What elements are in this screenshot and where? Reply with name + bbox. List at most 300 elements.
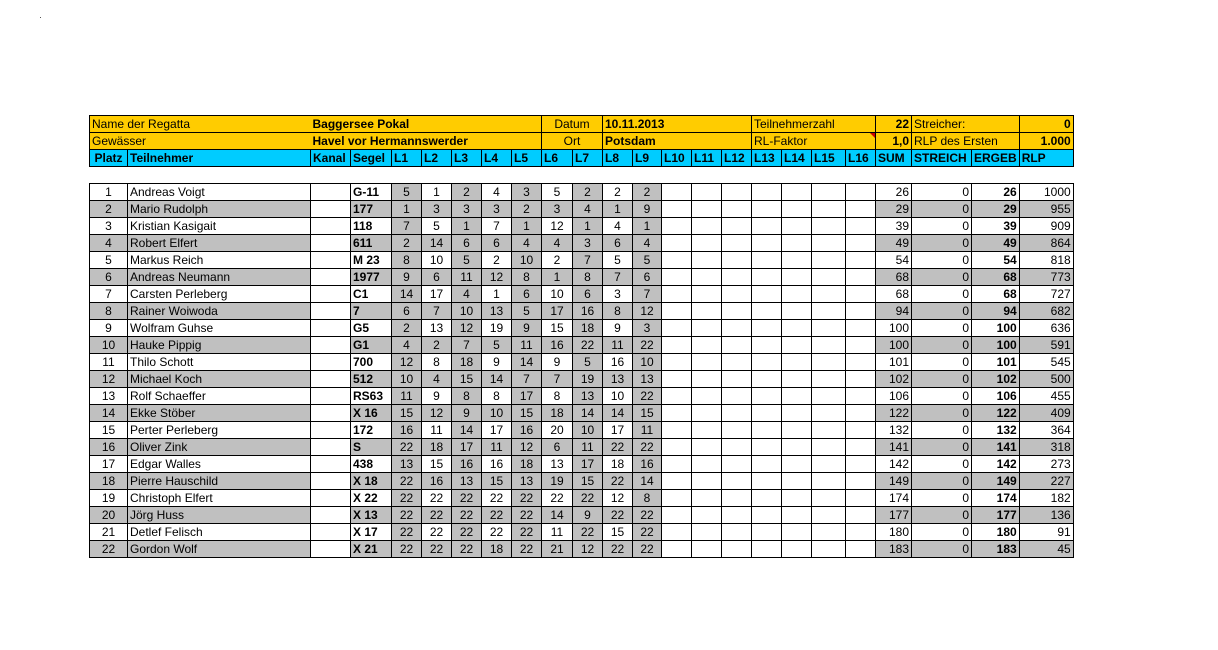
platz-cell[interactable]: 22 bbox=[90, 541, 128, 558]
race-l7-cell[interactable]: 22 bbox=[573, 524, 603, 541]
platz-cell[interactable]: 20 bbox=[90, 507, 128, 524]
race-l16-cell[interactable] bbox=[846, 541, 876, 558]
race-l9-cell[interactable]: 9 bbox=[633, 201, 662, 218]
column-header-l2[interactable]: L2 bbox=[422, 150, 452, 167]
race-l12-cell[interactable] bbox=[722, 320, 752, 337]
race-l1-cell[interactable]: 2 bbox=[392, 320, 422, 337]
race-l8-cell[interactable]: 7 bbox=[603, 269, 633, 286]
streich-cell[interactable]: 0 bbox=[912, 507, 972, 524]
race-l2-cell[interactable]: 12 bbox=[422, 405, 452, 422]
race-l11-cell[interactable] bbox=[692, 371, 722, 388]
race-l15-cell[interactable] bbox=[812, 541, 846, 558]
rlp-cell[interactable]: 455 bbox=[1019, 388, 1073, 405]
race-l3-cell[interactable]: 16 bbox=[452, 456, 482, 473]
race-l1-cell[interactable]: 14 bbox=[392, 286, 422, 303]
streicher-label[interactable]: Streicher: bbox=[912, 116, 1020, 133]
race-l10-cell[interactable] bbox=[662, 269, 692, 286]
race-l7-cell[interactable]: 2 bbox=[573, 184, 603, 201]
teilnehmer-cell[interactable]: Rolf Schaeffer bbox=[128, 388, 311, 405]
race-l16-cell[interactable] bbox=[846, 524, 876, 541]
race-l2-cell[interactable]: 8 bbox=[422, 354, 452, 371]
race-l14-cell[interactable] bbox=[782, 422, 812, 439]
column-header-l10[interactable]: L10 bbox=[662, 150, 692, 167]
race-l14-cell[interactable] bbox=[782, 473, 812, 490]
race-l14-cell[interactable] bbox=[782, 218, 812, 235]
race-l7-cell[interactable]: 11 bbox=[573, 439, 603, 456]
race-l1-cell[interactable]: 12 bbox=[392, 354, 422, 371]
race-l14-cell[interactable] bbox=[782, 269, 812, 286]
race-l11-cell[interactable] bbox=[692, 524, 722, 541]
race-l1-cell[interactable]: 7 bbox=[392, 218, 422, 235]
race-l1-cell[interactable]: 15 bbox=[392, 405, 422, 422]
platz-cell[interactable]: 19 bbox=[90, 490, 128, 507]
race-l10-cell[interactable] bbox=[662, 439, 692, 456]
teilnehmerzahl-label[interactable]: Teilnehmerzahl bbox=[752, 116, 876, 133]
ergeb-cell[interactable]: 29 bbox=[972, 201, 1020, 218]
race-l16-cell[interactable] bbox=[846, 490, 876, 507]
platz-cell[interactable]: 10 bbox=[90, 337, 128, 354]
race-l8-cell[interactable]: 16 bbox=[603, 354, 633, 371]
race-l12-cell[interactable] bbox=[722, 286, 752, 303]
ergeb-cell[interactable]: 106 bbox=[972, 388, 1020, 405]
race-l4-cell[interactable]: 10 bbox=[482, 405, 512, 422]
race-l12-cell[interactable] bbox=[722, 473, 752, 490]
race-l9-cell[interactable]: 1 bbox=[633, 218, 662, 235]
datum-label[interactable]: Datum bbox=[542, 116, 603, 133]
teilnehmer-cell[interactable]: Pierre Hauschild bbox=[128, 473, 311, 490]
rlp-cell[interactable]: 227 bbox=[1019, 473, 1073, 490]
race-l12-cell[interactable] bbox=[722, 422, 752, 439]
race-l5-cell[interactable]: 5 bbox=[512, 303, 542, 320]
platz-cell[interactable]: 1 bbox=[90, 184, 128, 201]
race-l3-cell[interactable]: 4 bbox=[452, 286, 482, 303]
race-l1-cell[interactable]: 11 bbox=[392, 388, 422, 405]
teilnehmer-cell[interactable]: Detlef Felisch bbox=[128, 524, 311, 541]
streich-cell[interactable]: 0 bbox=[912, 541, 972, 558]
race-l6-cell[interactable]: 4 bbox=[542, 235, 573, 252]
race-l13-cell[interactable] bbox=[752, 490, 782, 507]
column-header-l12[interactable]: L12 bbox=[722, 150, 752, 167]
race-l7-cell[interactable]: 13 bbox=[573, 388, 603, 405]
race-l12-cell[interactable] bbox=[722, 524, 752, 541]
race-l3-cell[interactable]: 11 bbox=[452, 269, 482, 286]
race-l13-cell[interactable] bbox=[752, 388, 782, 405]
column-header-l16[interactable]: L16 bbox=[846, 150, 876, 167]
race-l3-cell[interactable]: 14 bbox=[452, 422, 482, 439]
kanal-cell[interactable] bbox=[311, 235, 351, 252]
race-l4-cell[interactable]: 3 bbox=[482, 201, 512, 218]
segel-cell[interactable]: 700 bbox=[351, 354, 392, 371]
sum-cell[interactable]: 142 bbox=[876, 456, 912, 473]
sum-cell[interactable]: 29 bbox=[876, 201, 912, 218]
race-l4-cell[interactable]: 22 bbox=[482, 507, 512, 524]
column-header-rlp[interactable]: RLP bbox=[1019, 150, 1073, 167]
race-l9-cell[interactable]: 16 bbox=[633, 456, 662, 473]
kanal-cell[interactable] bbox=[311, 337, 351, 354]
kanal-cell[interactable] bbox=[311, 218, 351, 235]
race-l6-cell[interactable]: 13 bbox=[542, 456, 573, 473]
race-l8-cell[interactable]: 9 bbox=[603, 320, 633, 337]
segel-cell[interactable]: 118 bbox=[351, 218, 392, 235]
race-l5-cell[interactable]: 22 bbox=[512, 541, 542, 558]
race-l15-cell[interactable] bbox=[812, 201, 846, 218]
race-l16-cell[interactable] bbox=[846, 337, 876, 354]
kanal-cell[interactable] bbox=[311, 371, 351, 388]
race-l5-cell[interactable]: 22 bbox=[512, 490, 542, 507]
race-l5-cell[interactable]: 6 bbox=[512, 286, 542, 303]
race-l16-cell[interactable] bbox=[846, 388, 876, 405]
segel-cell[interactable]: 438 bbox=[351, 456, 392, 473]
ergeb-cell[interactable]: 177 bbox=[972, 507, 1020, 524]
sum-cell[interactable]: 94 bbox=[876, 303, 912, 320]
streich-cell[interactable]: 0 bbox=[912, 201, 972, 218]
ergeb-cell[interactable]: 26 bbox=[972, 184, 1020, 201]
race-l7-cell[interactable]: 12 bbox=[573, 541, 603, 558]
race-l16-cell[interactable] bbox=[846, 354, 876, 371]
race-l11-cell[interactable] bbox=[692, 354, 722, 371]
race-l16-cell[interactable] bbox=[846, 269, 876, 286]
kanal-cell[interactable] bbox=[311, 541, 351, 558]
kanal-cell[interactable] bbox=[311, 269, 351, 286]
race-l15-cell[interactable] bbox=[812, 303, 846, 320]
race-l3-cell[interactable]: 18 bbox=[452, 354, 482, 371]
race-l4-cell[interactable]: 19 bbox=[482, 320, 512, 337]
race-l12-cell[interactable] bbox=[722, 337, 752, 354]
race-l11-cell[interactable] bbox=[692, 269, 722, 286]
teilnehmer-cell[interactable]: Oliver Zink bbox=[128, 439, 311, 456]
race-l6-cell[interactable]: 20 bbox=[542, 422, 573, 439]
kanal-cell[interactable] bbox=[311, 320, 351, 337]
sum-cell[interactable]: 174 bbox=[876, 490, 912, 507]
race-l6-cell[interactable]: 11 bbox=[542, 524, 573, 541]
race-l14-cell[interactable] bbox=[782, 184, 812, 201]
race-l7-cell[interactable]: 5 bbox=[573, 354, 603, 371]
rlp-cell[interactable]: 318 bbox=[1019, 439, 1073, 456]
race-l15-cell[interactable] bbox=[812, 269, 846, 286]
race-l5-cell[interactable]: 4 bbox=[512, 235, 542, 252]
sum-cell[interactable]: 39 bbox=[876, 218, 912, 235]
streich-cell[interactable]: 0 bbox=[912, 252, 972, 269]
race-l13-cell[interactable] bbox=[752, 286, 782, 303]
race-l9-cell[interactable]: 22 bbox=[633, 541, 662, 558]
race-l12-cell[interactable] bbox=[722, 439, 752, 456]
sum-cell[interactable]: 106 bbox=[876, 388, 912, 405]
race-l3-cell[interactable]: 5 bbox=[452, 252, 482, 269]
race-l1-cell[interactable]: 2 bbox=[392, 235, 422, 252]
ergeb-cell[interactable]: 141 bbox=[972, 439, 1020, 456]
race-l15-cell[interactable] bbox=[812, 507, 846, 524]
teilnehmer-cell[interactable]: Rainer Woiwoda bbox=[128, 303, 311, 320]
platz-cell[interactable]: 17 bbox=[90, 456, 128, 473]
race-l4-cell[interactable]: 6 bbox=[482, 235, 512, 252]
race-l9-cell[interactable]: 11 bbox=[633, 422, 662, 439]
race-l5-cell[interactable]: 10 bbox=[512, 252, 542, 269]
race-l12-cell[interactable] bbox=[722, 269, 752, 286]
kanal-cell[interactable] bbox=[311, 456, 351, 473]
teilnehmer-cell[interactable]: Kristian Kasigait bbox=[128, 218, 311, 235]
race-l6-cell[interactable]: 6 bbox=[542, 439, 573, 456]
rlp-cell[interactable]: 136 bbox=[1019, 507, 1073, 524]
race-l12-cell[interactable] bbox=[722, 303, 752, 320]
ergeb-cell[interactable]: 68 bbox=[972, 286, 1020, 303]
platz-cell[interactable]: 21 bbox=[90, 524, 128, 541]
race-l5-cell[interactable]: 8 bbox=[512, 269, 542, 286]
platz-cell[interactable]: 7 bbox=[90, 286, 128, 303]
race-l4-cell[interactable]: 16 bbox=[482, 456, 512, 473]
teilnehmer-cell[interactable]: Perter Perleberg bbox=[128, 422, 311, 439]
race-l2-cell[interactable]: 14 bbox=[422, 235, 452, 252]
column-header-kanal[interactable]: Kanal bbox=[311, 150, 351, 167]
race-l8-cell[interactable]: 11 bbox=[603, 337, 633, 354]
sum-cell[interactable]: 132 bbox=[876, 422, 912, 439]
race-l16-cell[interactable] bbox=[846, 439, 876, 456]
platz-cell[interactable]: 3 bbox=[90, 218, 128, 235]
ergeb-cell[interactable]: 149 bbox=[972, 473, 1020, 490]
race-l11-cell[interactable] bbox=[692, 422, 722, 439]
race-l15-cell[interactable] bbox=[812, 439, 846, 456]
column-header-l8[interactable]: L8 bbox=[603, 150, 633, 167]
race-l13-cell[interactable] bbox=[752, 405, 782, 422]
race-l15-cell[interactable] bbox=[812, 184, 846, 201]
race-l9-cell[interactable]: 4 bbox=[633, 235, 662, 252]
race-l6-cell[interactable]: 19 bbox=[542, 473, 573, 490]
race-l7-cell[interactable]: 14 bbox=[573, 405, 603, 422]
race-l10-cell[interactable] bbox=[662, 337, 692, 354]
race-l6-cell[interactable]: 14 bbox=[542, 507, 573, 524]
race-l3-cell[interactable]: 17 bbox=[452, 439, 482, 456]
race-l6-cell[interactable]: 12 bbox=[542, 218, 573, 235]
race-l9-cell[interactable]: 2 bbox=[633, 184, 662, 201]
race-l14-cell[interactable] bbox=[782, 490, 812, 507]
race-l5-cell[interactable]: 2 bbox=[512, 201, 542, 218]
race-l2-cell[interactable]: 22 bbox=[422, 524, 452, 541]
race-l3-cell[interactable]: 22 bbox=[452, 541, 482, 558]
sum-cell[interactable]: 149 bbox=[876, 473, 912, 490]
race-l14-cell[interactable] bbox=[782, 337, 812, 354]
platz-cell[interactable]: 9 bbox=[90, 320, 128, 337]
race-l14-cell[interactable] bbox=[782, 507, 812, 524]
segel-cell[interactable]: G-11 bbox=[351, 184, 392, 201]
race-l14-cell[interactable] bbox=[782, 235, 812, 252]
race-l11-cell[interactable] bbox=[692, 303, 722, 320]
race-l2-cell[interactable]: 15 bbox=[422, 456, 452, 473]
sum-cell[interactable]: 100 bbox=[876, 337, 912, 354]
race-l3-cell[interactable]: 6 bbox=[452, 235, 482, 252]
race-l11-cell[interactable] bbox=[692, 541, 722, 558]
race-l11-cell[interactable] bbox=[692, 439, 722, 456]
race-l16-cell[interactable] bbox=[846, 184, 876, 201]
race-l2-cell[interactable]: 22 bbox=[422, 490, 452, 507]
race-l11-cell[interactable] bbox=[692, 235, 722, 252]
race-l5-cell[interactable]: 22 bbox=[512, 507, 542, 524]
rlp-ersten-label[interactable]: RLP des Ersten bbox=[912, 133, 1020, 150]
race-l14-cell[interactable] bbox=[782, 388, 812, 405]
rlp-cell[interactable]: 818 bbox=[1019, 252, 1073, 269]
race-l15-cell[interactable] bbox=[812, 337, 846, 354]
race-l10-cell[interactable] bbox=[662, 303, 692, 320]
segel-cell[interactable]: C1 bbox=[351, 286, 392, 303]
race-l15-cell[interactable] bbox=[812, 490, 846, 507]
rlp-cell[interactable]: 45 bbox=[1019, 541, 1073, 558]
race-l2-cell[interactable]: 1 bbox=[422, 184, 452, 201]
kanal-cell[interactable] bbox=[311, 439, 351, 456]
race-l8-cell[interactable]: 10 bbox=[603, 388, 633, 405]
race-l1-cell[interactable]: 9 bbox=[392, 269, 422, 286]
race-l15-cell[interactable] bbox=[812, 218, 846, 235]
race-l4-cell[interactable]: 12 bbox=[482, 269, 512, 286]
race-l6-cell[interactable]: 18 bbox=[542, 405, 573, 422]
race-l10-cell[interactable] bbox=[662, 422, 692, 439]
race-l9-cell[interactable]: 5 bbox=[633, 252, 662, 269]
race-l2-cell[interactable]: 3 bbox=[422, 201, 452, 218]
streich-cell[interactable]: 0 bbox=[912, 524, 972, 541]
race-l6-cell[interactable]: 17 bbox=[542, 303, 573, 320]
race-l12-cell[interactable] bbox=[722, 456, 752, 473]
column-header-segel[interactable]: Segel bbox=[351, 150, 392, 167]
race-l2-cell[interactable]: 11 bbox=[422, 422, 452, 439]
race-l13-cell[interactable] bbox=[752, 422, 782, 439]
ergeb-cell[interactable]: 174 bbox=[972, 490, 1020, 507]
sum-cell[interactable]: 68 bbox=[876, 269, 912, 286]
teilnehmer-cell[interactable]: Thilo Schott bbox=[128, 354, 311, 371]
race-l10-cell[interactable] bbox=[662, 524, 692, 541]
race-l9-cell[interactable]: 10 bbox=[633, 354, 662, 371]
race-l10-cell[interactable] bbox=[662, 354, 692, 371]
race-l4-cell[interactable]: 15 bbox=[482, 473, 512, 490]
race-l7-cell[interactable]: 1 bbox=[573, 218, 603, 235]
race-l15-cell[interactable] bbox=[812, 456, 846, 473]
race-l16-cell[interactable] bbox=[846, 507, 876, 524]
race-l8-cell[interactable]: 22 bbox=[603, 439, 633, 456]
rlp-cell[interactable]: 91 bbox=[1019, 524, 1073, 541]
column-header-l13[interactable]: L13 bbox=[752, 150, 782, 167]
race-l14-cell[interactable] bbox=[782, 541, 812, 558]
streich-cell[interactable]: 0 bbox=[912, 405, 972, 422]
race-l6-cell[interactable]: 9 bbox=[542, 354, 573, 371]
race-l7-cell[interactable]: 9 bbox=[573, 507, 603, 524]
rlp-cell[interactable]: 1000 bbox=[1019, 184, 1073, 201]
ergeb-cell[interactable]: 94 bbox=[972, 303, 1020, 320]
race-l9-cell[interactable]: 3 bbox=[633, 320, 662, 337]
sum-cell[interactable]: 100 bbox=[876, 320, 912, 337]
column-header-l15[interactable]: L15 bbox=[812, 150, 846, 167]
rlp-cell[interactable]: 909 bbox=[1019, 218, 1073, 235]
race-l10-cell[interactable] bbox=[662, 456, 692, 473]
race-l1-cell[interactable]: 13 bbox=[392, 456, 422, 473]
streich-cell[interactable]: 0 bbox=[912, 371, 972, 388]
race-l13-cell[interactable] bbox=[752, 456, 782, 473]
race-l16-cell[interactable] bbox=[846, 218, 876, 235]
race-l3-cell[interactable]: 22 bbox=[452, 507, 482, 524]
race-l2-cell[interactable]: 6 bbox=[422, 269, 452, 286]
race-l16-cell[interactable] bbox=[846, 303, 876, 320]
kanal-cell[interactable] bbox=[311, 422, 351, 439]
column-header-l6[interactable]: L6 bbox=[542, 150, 573, 167]
race-l15-cell[interactable] bbox=[812, 473, 846, 490]
race-l13-cell[interactable] bbox=[752, 320, 782, 337]
race-l12-cell[interactable] bbox=[722, 354, 752, 371]
race-l14-cell[interactable] bbox=[782, 320, 812, 337]
sum-cell[interactable]: 54 bbox=[876, 252, 912, 269]
race-l13-cell[interactable] bbox=[752, 201, 782, 218]
teilnehmer-cell[interactable]: Robert Elfert bbox=[128, 235, 311, 252]
race-l7-cell[interactable]: 19 bbox=[573, 371, 603, 388]
race-l1-cell[interactable]: 22 bbox=[392, 439, 422, 456]
sum-cell[interactable]: 68 bbox=[876, 286, 912, 303]
race-l13-cell[interactable] bbox=[752, 507, 782, 524]
race-l4-cell[interactable]: 2 bbox=[482, 252, 512, 269]
segel-cell[interactable]: X 18 bbox=[351, 473, 392, 490]
teilnehmer-cell[interactable]: Carsten Perleberg bbox=[128, 286, 311, 303]
race-l8-cell[interactable]: 14 bbox=[603, 405, 633, 422]
race-l5-cell[interactable]: 13 bbox=[512, 473, 542, 490]
race-l10-cell[interactable] bbox=[662, 184, 692, 201]
rlp-cell[interactable]: 591 bbox=[1019, 337, 1073, 354]
race-l9-cell[interactable]: 13 bbox=[633, 371, 662, 388]
segel-cell[interactable]: X 21 bbox=[351, 541, 392, 558]
race-l4-cell[interactable]: 1 bbox=[482, 286, 512, 303]
platz-cell[interactable]: 11 bbox=[90, 354, 128, 371]
race-l11-cell[interactable] bbox=[692, 320, 722, 337]
rlp-cell[interactable]: 409 bbox=[1019, 405, 1073, 422]
race-l3-cell[interactable]: 8 bbox=[452, 388, 482, 405]
segel-cell[interactable]: RS63 bbox=[351, 388, 392, 405]
race-l8-cell[interactable]: 18 bbox=[603, 456, 633, 473]
segel-cell[interactable]: X 22 bbox=[351, 490, 392, 507]
race-l5-cell[interactable]: 15 bbox=[512, 405, 542, 422]
race-l5-cell[interactable]: 22 bbox=[512, 524, 542, 541]
rlp-cell[interactable]: 864 bbox=[1019, 235, 1073, 252]
race-l7-cell[interactable]: 8 bbox=[573, 269, 603, 286]
race-l1-cell[interactable]: 22 bbox=[392, 490, 422, 507]
race-l7-cell[interactable]: 17 bbox=[573, 456, 603, 473]
race-l2-cell[interactable]: 22 bbox=[422, 507, 452, 524]
segel-cell[interactable]: 512 bbox=[351, 371, 392, 388]
datum-value[interactable]: 10.11.2013 bbox=[603, 116, 752, 133]
race-l6-cell[interactable]: 22 bbox=[542, 490, 573, 507]
race-l8-cell[interactable]: 3 bbox=[603, 286, 633, 303]
race-l15-cell[interactable] bbox=[812, 405, 846, 422]
race-l13-cell[interactable] bbox=[752, 354, 782, 371]
race-l8-cell[interactable]: 17 bbox=[603, 422, 633, 439]
streich-cell[interactable]: 0 bbox=[912, 456, 972, 473]
race-l12-cell[interactable] bbox=[722, 235, 752, 252]
race-l5-cell[interactable]: 9 bbox=[512, 320, 542, 337]
race-l8-cell[interactable]: 12 bbox=[603, 490, 633, 507]
race-l4-cell[interactable]: 22 bbox=[482, 490, 512, 507]
race-l4-cell[interactable]: 5 bbox=[482, 337, 512, 354]
race-l7-cell[interactable]: 6 bbox=[573, 286, 603, 303]
race-l9-cell[interactable]: 7 bbox=[633, 286, 662, 303]
rlp-cell[interactable]: 955 bbox=[1019, 201, 1073, 218]
segel-cell[interactable]: M 23 bbox=[351, 252, 392, 269]
race-l13-cell[interactable] bbox=[752, 337, 782, 354]
race-l7-cell[interactable]: 3 bbox=[573, 235, 603, 252]
teilnehmer-cell[interactable]: Markus Reich bbox=[128, 252, 311, 269]
race-l1-cell[interactable]: 1 bbox=[392, 201, 422, 218]
race-l3-cell[interactable]: 2 bbox=[452, 184, 482, 201]
race-l10-cell[interactable] bbox=[662, 320, 692, 337]
rlp-cell[interactable]: 182 bbox=[1019, 490, 1073, 507]
gewaesser-label[interactable]: Gewässer bbox=[90, 133, 311, 150]
streich-cell[interactable]: 0 bbox=[912, 320, 972, 337]
race-l10-cell[interactable] bbox=[662, 490, 692, 507]
race-l8-cell[interactable]: 1 bbox=[603, 201, 633, 218]
race-l6-cell[interactable]: 5 bbox=[542, 184, 573, 201]
race-l14-cell[interactable] bbox=[782, 524, 812, 541]
race-l5-cell[interactable]: 3 bbox=[512, 184, 542, 201]
race-l11-cell[interactable] bbox=[692, 507, 722, 524]
